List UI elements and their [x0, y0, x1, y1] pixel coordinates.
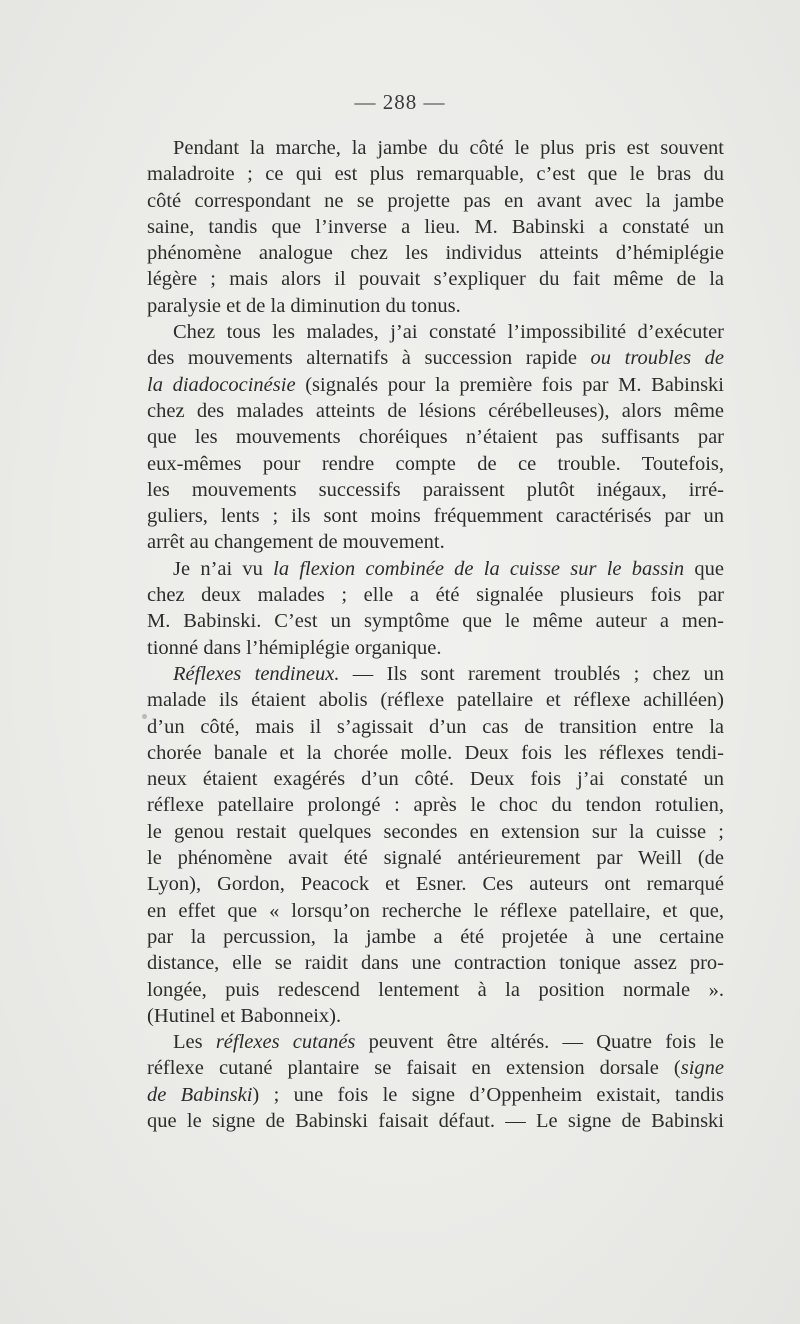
text-line: M. Babinski. C’est un symptôme que le même auteur a men-	[147, 610, 724, 633]
text-line: tionné dans l’hémiplégie organique.	[147, 636, 442, 659]
text-line: Réflexes tendineux. — Ils sont rarement troublés ; chez un	[173, 662, 724, 685]
text-line: que les mouvements choréiques n’étaient pas suffisants par	[147, 426, 724, 449]
text-line: Chez tous les malades, j’ai constaté l’impossibilité d’exécuter	[173, 321, 724, 344]
text-line: en effet que « lorsqu’on recherche le réflexe patellaire, et que,	[147, 899, 724, 922]
paper-speck	[142, 714, 147, 719]
paragraph-walking-gait	[147, 135, 724, 319]
text-line: eux-mêmes pour rendre compte de ce trouble. Toutefois,	[147, 452, 724, 475]
text-line: de Babinski) ; une fois le signe d’Oppenheim existait, tandis	[147, 1083, 724, 1106]
text-line: neux étaient exagérés d’un côté. Deux fois j’ai constaté un	[147, 768, 724, 791]
text-line: chorée banale et la chorée molle. Deux fois les réflexes tendi-	[147, 741, 724, 764]
text-line: d’un côté, mais il s’agissait d’un cas de transition entre la	[147, 715, 724, 738]
text-line: réflexe patellaire prolongé : après le choc du tendon rotulien,	[147, 794, 724, 817]
text-line: que le signe de Babinski faisait défaut. — Le signe de Babinski	[147, 1109, 724, 1132]
text-line: Les réflexes cutanés peuvent être altérés. — Quatre fois le	[173, 1031, 724, 1054]
text-line: phénomène analogue chez les individus atteints d’hémiplégie	[147, 242, 724, 265]
text-line: paralysie et de la diminution du tonus.	[147, 294, 461, 317]
text-line: le genou restait quelques secondes en extension sur la cuisse ;	[147, 820, 724, 843]
paragraph-cutaneous-reflexes	[147, 1029, 724, 1134]
paragraph-tendon-reflexes	[147, 661, 724, 1029]
text-line: distance, elle se raidit dans une contraction tonique assez pro-	[147, 952, 724, 975]
text-line: la diadococinésie (signalés pour la première fois par M. Babinski	[147, 373, 724, 396]
text-line: par la percussion, la jambe a été projetée à une certaine	[147, 925, 724, 948]
text-line: réflexe cutané plantaire se faisait en extension dorsale (signe	[147, 1057, 724, 1080]
text-line: arrêt au changement de mouvement.	[147, 531, 445, 554]
text-line: Je n’ai vu la flexion combinée de la cuisse sur le bassin que	[173, 557, 724, 580]
text-line: chez deux malades ; elle a été signalée plusieurs fois par	[147, 584, 724, 607]
text-line: chez des malades atteints de lésions cérébelleuses), alors même	[147, 399, 724, 422]
text-line: Pendant la marche, la jambe du côté le plus pris est souvent	[173, 137, 724, 159]
text-line: les mouvements successifs paraissent plutôt inégaux, irré-	[147, 478, 724, 501]
text-line: longée, puis redescend lentement à la position normale ».	[147, 978, 724, 1001]
text-line: maladroite ; ce qui est plus remarquable, c’est que le bras du	[147, 163, 724, 186]
page-number: — 288 —	[354, 90, 446, 114]
paragraph-thigh-flexion	[147, 556, 724, 661]
text-line: côté correspondant ne se projette pas en avant avec la jambe	[147, 189, 724, 212]
text-line: le phénomène avait été signalé antérieurement par Weill (de	[147, 847, 724, 870]
text-line: (Hutinel et Babonneix).	[147, 1004, 342, 1027]
body-text	[147, 135, 724, 1134]
paragraph-diadococinesia	[147, 319, 724, 556]
text-line: malade ils étaient abolis (réflexe patellaire et réflexe achilléen)	[147, 689, 724, 712]
text-line: légère ; mais alors il pouvait s’expliquer du fait même de la	[147, 268, 724, 291]
text-line: guliers, lents ; ils sont moins fréquemment caractérisés par un	[147, 505, 724, 528]
text-line: saine, tandis que l’inverse a lieu. M. Babinski a constaté un	[147, 215, 724, 238]
text-line: Lyon), Gordon, Peacock et Esner. Ces auteurs ont remarqué	[147, 873, 724, 896]
text-line: des mouvements alternatifs à succession rapide ou troubles de	[147, 347, 724, 370]
